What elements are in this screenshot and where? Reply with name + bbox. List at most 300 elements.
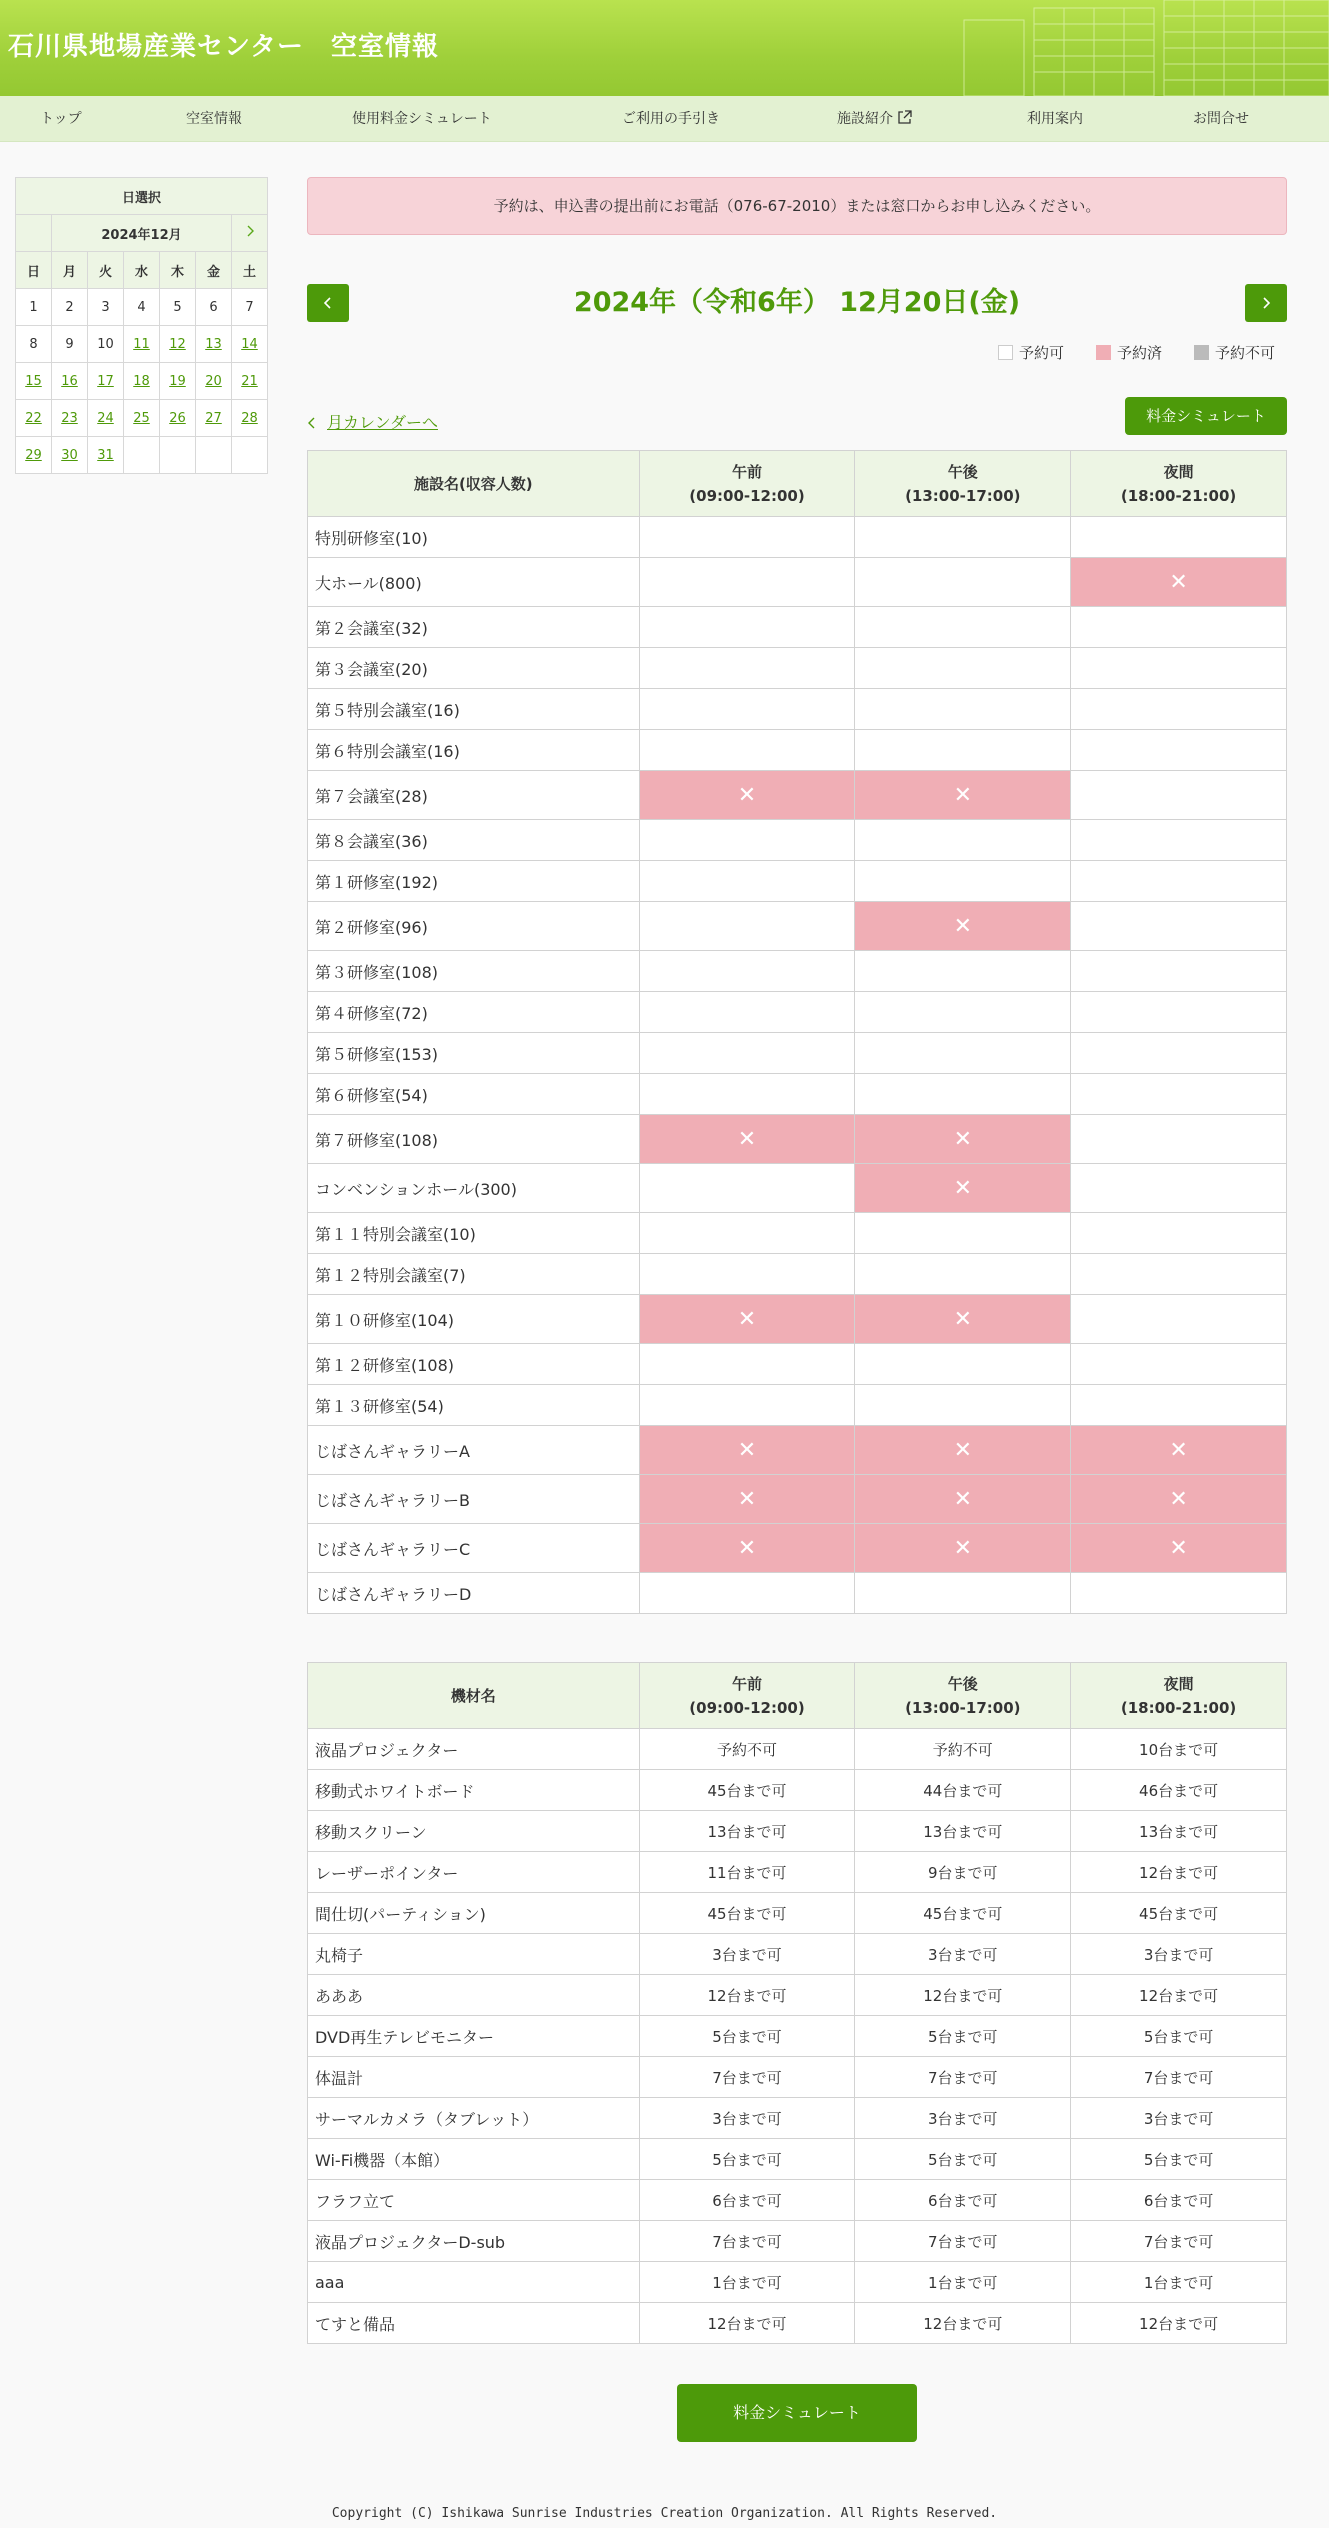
slot-available (639, 820, 855, 861)
equipment-slot-night: 46台まで可 (1071, 1770, 1287, 1811)
equipment-name: あああ (308, 1975, 640, 2016)
weekday-tue: 火 (88, 252, 124, 289)
equipment-name: てすと備品 (308, 2303, 640, 2344)
calendar-day-link[interactable]: 18 (133, 373, 150, 389)
equipment-name: 移動スクリーン (308, 1811, 640, 1852)
equipment-slot-am: 11台まで可 (639, 1852, 855, 1893)
back-to-month-link[interactable] (307, 410, 438, 433)
equipment-table-header (308, 1663, 1287, 1729)
site-header (0, 0, 1329, 96)
morning-header (639, 1663, 855, 1729)
slot-available (639, 517, 855, 558)
equipment-slot-night: 13台まで可 (1071, 1811, 1287, 1852)
room-row (308, 820, 1287, 861)
calendar-empty-cell (124, 437, 160, 474)
room-name: 第３会議室(20) (308, 648, 640, 689)
slot-available (855, 689, 1071, 730)
calendar-day-link[interactable]: 13 (205, 336, 222, 352)
slot-booked (855, 771, 1071, 820)
equipment-slot-am: 5台まで可 (639, 2016, 855, 2057)
equipment-row (308, 1729, 1287, 1770)
slot-available (1071, 607, 1287, 648)
equipment-slot-night: 3台まで可 (1071, 1934, 1287, 1975)
room-name: 第６研修室(54) (308, 1074, 640, 1115)
calendar-day: 6 (196, 289, 232, 326)
night-label: 夜間 (1163, 462, 1194, 481)
equipment-availability-table (307, 1662, 1287, 2344)
slot-available (639, 1385, 855, 1426)
room-name: じばさんギャラリーC (308, 1524, 640, 1573)
room-name: 第７会議室(28) (308, 771, 640, 820)
room-row (308, 902, 1287, 951)
legend-unavailable-swatch (1194, 345, 1209, 360)
equipment-row (308, 2139, 1287, 2180)
nav-fee-simulator[interactable]: 使用料金シミュレート (352, 111, 492, 127)
slot-available (639, 1164, 855, 1213)
slot-available (1071, 1213, 1287, 1254)
calendar-week (16, 326, 268, 363)
slot-available (855, 951, 1071, 992)
equipment-slot-am: 予約不可 (639, 1729, 855, 1770)
equipment-name: 液晶プロジェクター (308, 1729, 640, 1770)
calendar-weekday-row (16, 252, 268, 289)
equipment-slot-am: 7台まで可 (639, 2221, 855, 2262)
slot-available (855, 992, 1071, 1033)
chevron-right-icon (1260, 296, 1272, 310)
calendar-day: 7 (232, 289, 268, 326)
equipment-slot-am: 1台まで可 (639, 2262, 855, 2303)
legend-unavailable (1194, 342, 1275, 363)
room-name: 第５研修室(153) (308, 1033, 640, 1074)
reservation-notice: 予約は、申込書の提出前にお電話（076-67-2010）または窓口からお申し込みください。 (307, 177, 1287, 235)
calendar-day-link[interactable]: 17 (97, 373, 114, 389)
night-time: (18:00-21:00) (1120, 486, 1237, 505)
chevron-left-icon (307, 417, 317, 429)
room-name: 特別研修室(10) (308, 517, 640, 558)
nav-contact[interactable]: お問合せ (1193, 111, 1249, 127)
afternoon-label: 午後 (947, 1674, 978, 1693)
equipment-row (308, 2016, 1287, 2057)
equipment-slot-pm: 7台まで可 (855, 2221, 1071, 2262)
selected-date-title: 2024年（令和6年） 12月20日(金) (573, 287, 1021, 318)
room-name: じばさんギャラリーA (308, 1426, 640, 1475)
slot-booked (855, 1426, 1071, 1475)
equipment-slot-pm: 13台まで可 (855, 1811, 1071, 1852)
room-row (308, 648, 1287, 689)
slot-available (1071, 861, 1287, 902)
calendar-day-link[interactable]: 31 (97, 447, 114, 463)
slot-available (855, 1385, 1071, 1426)
equipment-row (308, 1811, 1287, 1852)
calendar-empty-cell (232, 437, 268, 474)
calendar-day: 3 (88, 289, 124, 326)
slot-available (855, 1344, 1071, 1385)
room-name: 第４研修室(72) (308, 992, 640, 1033)
date-picker-calendar (15, 177, 268, 474)
night-header (1071, 451, 1287, 517)
next-day-button[interactable] (1245, 284, 1287, 322)
morning-header (639, 451, 855, 517)
slot-available (855, 558, 1071, 607)
slot-booked (639, 1426, 855, 1475)
calendar-day-link[interactable]: 24 (97, 410, 114, 426)
room-row (308, 607, 1287, 648)
nav-guide[interactable]: ご利用の手引き (622, 111, 720, 127)
slot-available (1071, 1385, 1287, 1426)
equipment-slot-pm: 45台まで可 (855, 1893, 1071, 1934)
calendar-title: 日選択 (16, 178, 268, 215)
room-name: 第１０研修室(104) (308, 1295, 640, 1344)
slot-available (855, 517, 1071, 558)
room-name: じばさんギャラリーD (308, 1573, 640, 1614)
room-row (308, 1524, 1287, 1573)
room-name: 第５特別会議室(16) (308, 689, 640, 730)
room-name: 第１１特別会議室(10) (308, 1213, 640, 1254)
equipment-slot-am: 3台まで可 (639, 2098, 855, 2139)
equipment-slot-am: 45台まで可 (639, 1770, 855, 1811)
legend-available-label: 予約可 (1019, 344, 1065, 362)
calendar-day-link[interactable]: 16 (61, 373, 78, 389)
room-availability-table (307, 450, 1287, 1614)
calendar-week (16, 289, 268, 326)
weekday-wed: 水 (124, 252, 160, 289)
slot-available (639, 730, 855, 771)
slot-available (855, 1213, 1071, 1254)
slot-available (639, 558, 855, 607)
room-row (308, 1295, 1287, 1344)
calendar-empty-cell (196, 437, 232, 474)
room-row (308, 1344, 1287, 1385)
room-name: 第１２特別会議室(7) (308, 1254, 640, 1295)
room-name: 第７研修室(108) (308, 1115, 640, 1164)
calendar-empty-cell (160, 437, 196, 474)
room-name: コンベンションホール(300) (308, 1164, 640, 1213)
equipment-row (308, 2057, 1287, 2098)
equipment-slot-am: 45台まで可 (639, 1893, 855, 1934)
equipment-slot-am: 12台まで可 (639, 1975, 855, 2016)
equipment-row (308, 2303, 1287, 2344)
slot-available (1071, 689, 1287, 730)
room-row (308, 1254, 1287, 1295)
slot-available (855, 861, 1071, 902)
room-name: 第１３研修室(54) (308, 1385, 640, 1426)
room-row (308, 992, 1287, 1033)
equipment-slot-am: 3台まで可 (639, 1934, 855, 1975)
slot-available (639, 607, 855, 648)
equipment-row (308, 2098, 1287, 2139)
room-row (308, 517, 1287, 558)
equipment-slot-pm: 3台まで可 (855, 1934, 1071, 1975)
morning-label: 午前 (731, 1674, 762, 1693)
morning-time: (09:00-12:00) (689, 486, 805, 505)
slot-booked (855, 1164, 1071, 1213)
slot-available (1071, 517, 1287, 558)
calendar-day-link[interactable]: 14 (241, 336, 258, 352)
equipment-slot-night: 6台まで可 (1071, 2180, 1287, 2221)
afternoon-header (855, 451, 1071, 517)
morning-label: 午前 (731, 462, 762, 481)
calendar-month: 2024年12月 (52, 215, 232, 252)
equipment-row (308, 2180, 1287, 2221)
room-name: 第２研修室(96) (308, 902, 640, 951)
equipment-slot-night: 12台まで可 (1071, 1975, 1287, 2016)
legend-booked-swatch (1096, 345, 1111, 360)
afternoon-time: (13:00-17:00) (905, 1698, 1021, 1717)
slot-available (1071, 1573, 1287, 1614)
slot-available (639, 1254, 855, 1295)
room-name: 第１研修室(192) (308, 861, 640, 902)
calendar-week (16, 437, 268, 474)
room-name: じばさんギャラリーB (308, 1475, 640, 1524)
equipment-name: aaa (308, 2262, 640, 2303)
weekday-fri: 金 (196, 252, 232, 289)
legend-available (998, 342, 1064, 363)
calendar-day: 2 (52, 289, 88, 326)
equipment-name: 体温計 (308, 2057, 640, 2098)
calendar-week (16, 400, 268, 437)
slot-booked (1071, 1426, 1287, 1475)
slot-available (639, 1074, 855, 1115)
slot-available (639, 1573, 855, 1614)
slot-available (1071, 1164, 1287, 1213)
afternoon-header (855, 1663, 1071, 1729)
equipment-name: 移動式ホワイトボード (308, 1770, 640, 1811)
room-name: 第３研修室(108) (308, 951, 640, 992)
slot-available (1071, 902, 1287, 951)
equipment-slot-pm: 5台まで可 (855, 2016, 1071, 2057)
slot-available (639, 902, 855, 951)
nav-availability[interactable]: 空室情報 (186, 111, 242, 127)
equipment-slot-pm: 7台まで可 (855, 2057, 1071, 2098)
equipment-name: 間仕切(パーティション) (308, 1893, 640, 1934)
slot-available (855, 1573, 1071, 1614)
external-link-icon (897, 110, 912, 125)
calendar-day: 4 (124, 289, 160, 326)
equipment-slot-night: 12台まで可 (1071, 1852, 1287, 1893)
equipment-slot-am: 6台まで可 (639, 2180, 855, 2221)
room-row (308, 1573, 1287, 1614)
slot-available (1071, 992, 1287, 1033)
equipment-slot-night: 5台まで可 (1071, 2016, 1287, 2057)
slot-available (1071, 1254, 1287, 1295)
site-title[interactable]: 石川県地場産業センター 空室情報 (8, 32, 439, 62)
slot-booked (855, 1115, 1071, 1164)
nav-facilities[interactable] (837, 96, 912, 142)
calendar-day-link[interactable]: 25 (133, 410, 150, 426)
building-illustration (944, 0, 1329, 96)
slot-available (1071, 771, 1287, 820)
equipment-slot-pm: 3台まで可 (855, 2098, 1071, 2139)
room-row (308, 771, 1287, 820)
equipment-slot-am: 7台まで可 (639, 2057, 855, 2098)
equipment-slot-night: 12台まで可 (1071, 2303, 1287, 2344)
calendar-week (16, 363, 268, 400)
slot-available (1071, 951, 1287, 992)
slot-booked (639, 1115, 855, 1164)
slot-available (639, 689, 855, 730)
equipment-name: 丸椅子 (308, 1934, 640, 1975)
equipment-slot-night: 45台まで可 (1071, 1893, 1287, 1934)
slot-booked (639, 771, 855, 820)
equipment-name: 液晶プロジェクターD-sub (308, 2221, 640, 2262)
calendar-day: 10 (88, 326, 124, 363)
room-row (308, 861, 1287, 902)
slot-available (855, 820, 1071, 861)
legend-unavailable-label: 予約不可 (1215, 344, 1276, 362)
calendar-day-link[interactable]: 22 (25, 410, 42, 426)
slot-available (1071, 648, 1287, 689)
slot-available (639, 1213, 855, 1254)
slot-available (1071, 1295, 1287, 1344)
calendar-day-link[interactable]: 11 (133, 336, 150, 352)
equipment-slot-pm: 6台まで可 (855, 2180, 1071, 2221)
slot-available (639, 1344, 855, 1385)
slot-available (639, 951, 855, 992)
room-row (308, 1115, 1287, 1164)
slot-available (639, 1033, 855, 1074)
slot-available (639, 861, 855, 902)
equipment-name: サーマルカメラ（タブレット） (308, 2098, 640, 2139)
room-name: 大ホール(800) (308, 558, 640, 607)
equipment-slot-pm: 12台まで可 (855, 2303, 1071, 2344)
nav-facilities-label: 施設紹介 (837, 111, 893, 127)
equipment-slot-pm: 9台まで可 (855, 1852, 1071, 1893)
calendar-day: 9 (52, 326, 88, 363)
equipment-slot-pm: 予約不可 (855, 1729, 1071, 1770)
slot-available (1071, 730, 1287, 771)
calendar-day: 5 (160, 289, 196, 326)
calendar-day-link[interactable]: 20 (205, 373, 222, 389)
main-nav (0, 96, 1329, 142)
equipment-slot-am: 13台まで可 (639, 1811, 855, 1852)
slot-available (855, 730, 1071, 771)
room-name-header: 施設名(収容人数) (308, 451, 640, 517)
fee-simulate-button-bottom[interactable]: 料金シミュレート (677, 2384, 917, 2442)
equipment-slot-night: 7台まで可 (1071, 2057, 1287, 2098)
slot-booked (855, 1475, 1071, 1524)
calendar-day: 1 (16, 289, 52, 326)
room-table-header (308, 451, 1287, 517)
slot-booked (1071, 558, 1287, 607)
equipment-name: Wi-Fi機器（本館） (308, 2139, 640, 2180)
room-row (308, 689, 1287, 730)
equipment-slot-pm: 44台まで可 (855, 1770, 1071, 1811)
room-row (308, 951, 1287, 992)
equipment-slot-pm: 12台まで可 (855, 1975, 1071, 2016)
calendar-day-link[interactable]: 12 (169, 336, 186, 352)
equipment-row (308, 1975, 1287, 2016)
room-name: 第１２研修室(108) (308, 1344, 640, 1385)
night-label: 夜間 (1163, 1674, 1194, 1693)
back-to-month-label: 月カレンダーへ (327, 413, 438, 432)
equipment-row (308, 2262, 1287, 2303)
room-row (308, 1426, 1287, 1475)
room-row (308, 1164, 1287, 1213)
night-header (1071, 1663, 1287, 1729)
equipment-slot-night: 3台まで可 (1071, 2098, 1287, 2139)
equipment-name: レーザーポインター (308, 1852, 640, 1893)
equipment-slot-pm: 5台まで可 (855, 2139, 1071, 2180)
calendar-day: 8 (16, 326, 52, 363)
calendar-day-link[interactable]: 21 (241, 373, 258, 389)
weekday-mon: 月 (52, 252, 88, 289)
nav-usage-info[interactable]: 利用案内 (1027, 111, 1083, 127)
slot-available (855, 607, 1071, 648)
calendar-day-link[interactable]: 26 (169, 410, 186, 426)
calendar-day-link[interactable]: 19 (169, 373, 186, 389)
equipment-row (308, 1852, 1287, 1893)
legend-booked-label: 予約済 (1117, 344, 1163, 362)
equipment-name-header: 機材名 (308, 1663, 640, 1729)
fee-simulate-button[interactable]: 料金シミュレート (1125, 397, 1287, 435)
equipment-slot-night: 10台まで可 (1071, 1729, 1287, 1770)
prev-day-button[interactable] (307, 284, 349, 322)
equipment-row (308, 2221, 1287, 2262)
slot-booked (1071, 1475, 1287, 1524)
slot-available (1071, 1033, 1287, 1074)
slot-available (1071, 1344, 1287, 1385)
slot-available (855, 1074, 1071, 1115)
room-row (308, 1213, 1287, 1254)
calendar-day-link[interactable]: 28 (241, 410, 258, 426)
calendar-day-link[interactable]: 15 (25, 373, 42, 389)
night-time: (18:00-21:00) (1120, 1698, 1237, 1717)
slot-available (855, 1254, 1071, 1295)
legend-booked (1096, 342, 1162, 363)
room-name: 第２会議室(32) (308, 607, 640, 648)
slot-booked (639, 1524, 855, 1573)
calendar-day-link[interactable]: 30 (61, 447, 78, 463)
equipment-row (308, 1934, 1287, 1975)
afternoon-time: (13:00-17:00) (905, 486, 1021, 505)
copyright-footer: Copyright (C) Ishikawa Sunrise Industries Creation Organization. All Rights Reserved. (331, 2506, 998, 2521)
equipment-slot-pm: 1台まで可 (855, 2262, 1071, 2303)
room-row (308, 1074, 1287, 1115)
slot-available (855, 648, 1071, 689)
calendar-next-button[interactable] (232, 215, 268, 252)
room-name: 第６特別会議室(16) (308, 730, 640, 771)
weekday-sun: 日 (16, 252, 52, 289)
equipment-name: フラフ立て (308, 2180, 640, 2221)
slot-available (639, 992, 855, 1033)
nav-top[interactable]: トップ (40, 111, 82, 127)
legend-available-swatch (998, 345, 1013, 360)
slot-booked (855, 1295, 1071, 1344)
slot-booked (639, 1295, 855, 1344)
equipment-slot-night: 1台まで可 (1071, 2262, 1287, 2303)
slot-booked (1071, 1524, 1287, 1573)
equipment-name: DVD再生テレビモニター (308, 2016, 640, 2057)
calendar-day-link[interactable]: 29 (25, 447, 42, 463)
calendar-day-link[interactable]: 27 (205, 410, 222, 426)
room-row (308, 558, 1287, 607)
slot-booked (639, 1475, 855, 1524)
slot-available (855, 1033, 1071, 1074)
equipment-slot-night: 5台まで可 (1071, 2139, 1287, 2180)
morning-time: (09:00-12:00) (689, 1698, 805, 1717)
weekday-sat: 土 (232, 252, 268, 289)
room-row (308, 730, 1287, 771)
room-row (308, 1385, 1287, 1426)
equipment-slot-night: 7台まで可 (1071, 2221, 1287, 2262)
slot-booked (855, 1524, 1071, 1573)
calendar-day-link[interactable]: 23 (61, 410, 78, 426)
slot-available (1071, 1115, 1287, 1164)
room-row (308, 1475, 1287, 1524)
chevron-left-icon (322, 296, 334, 310)
room-row (308, 1033, 1287, 1074)
chevron-right-icon (245, 225, 255, 237)
